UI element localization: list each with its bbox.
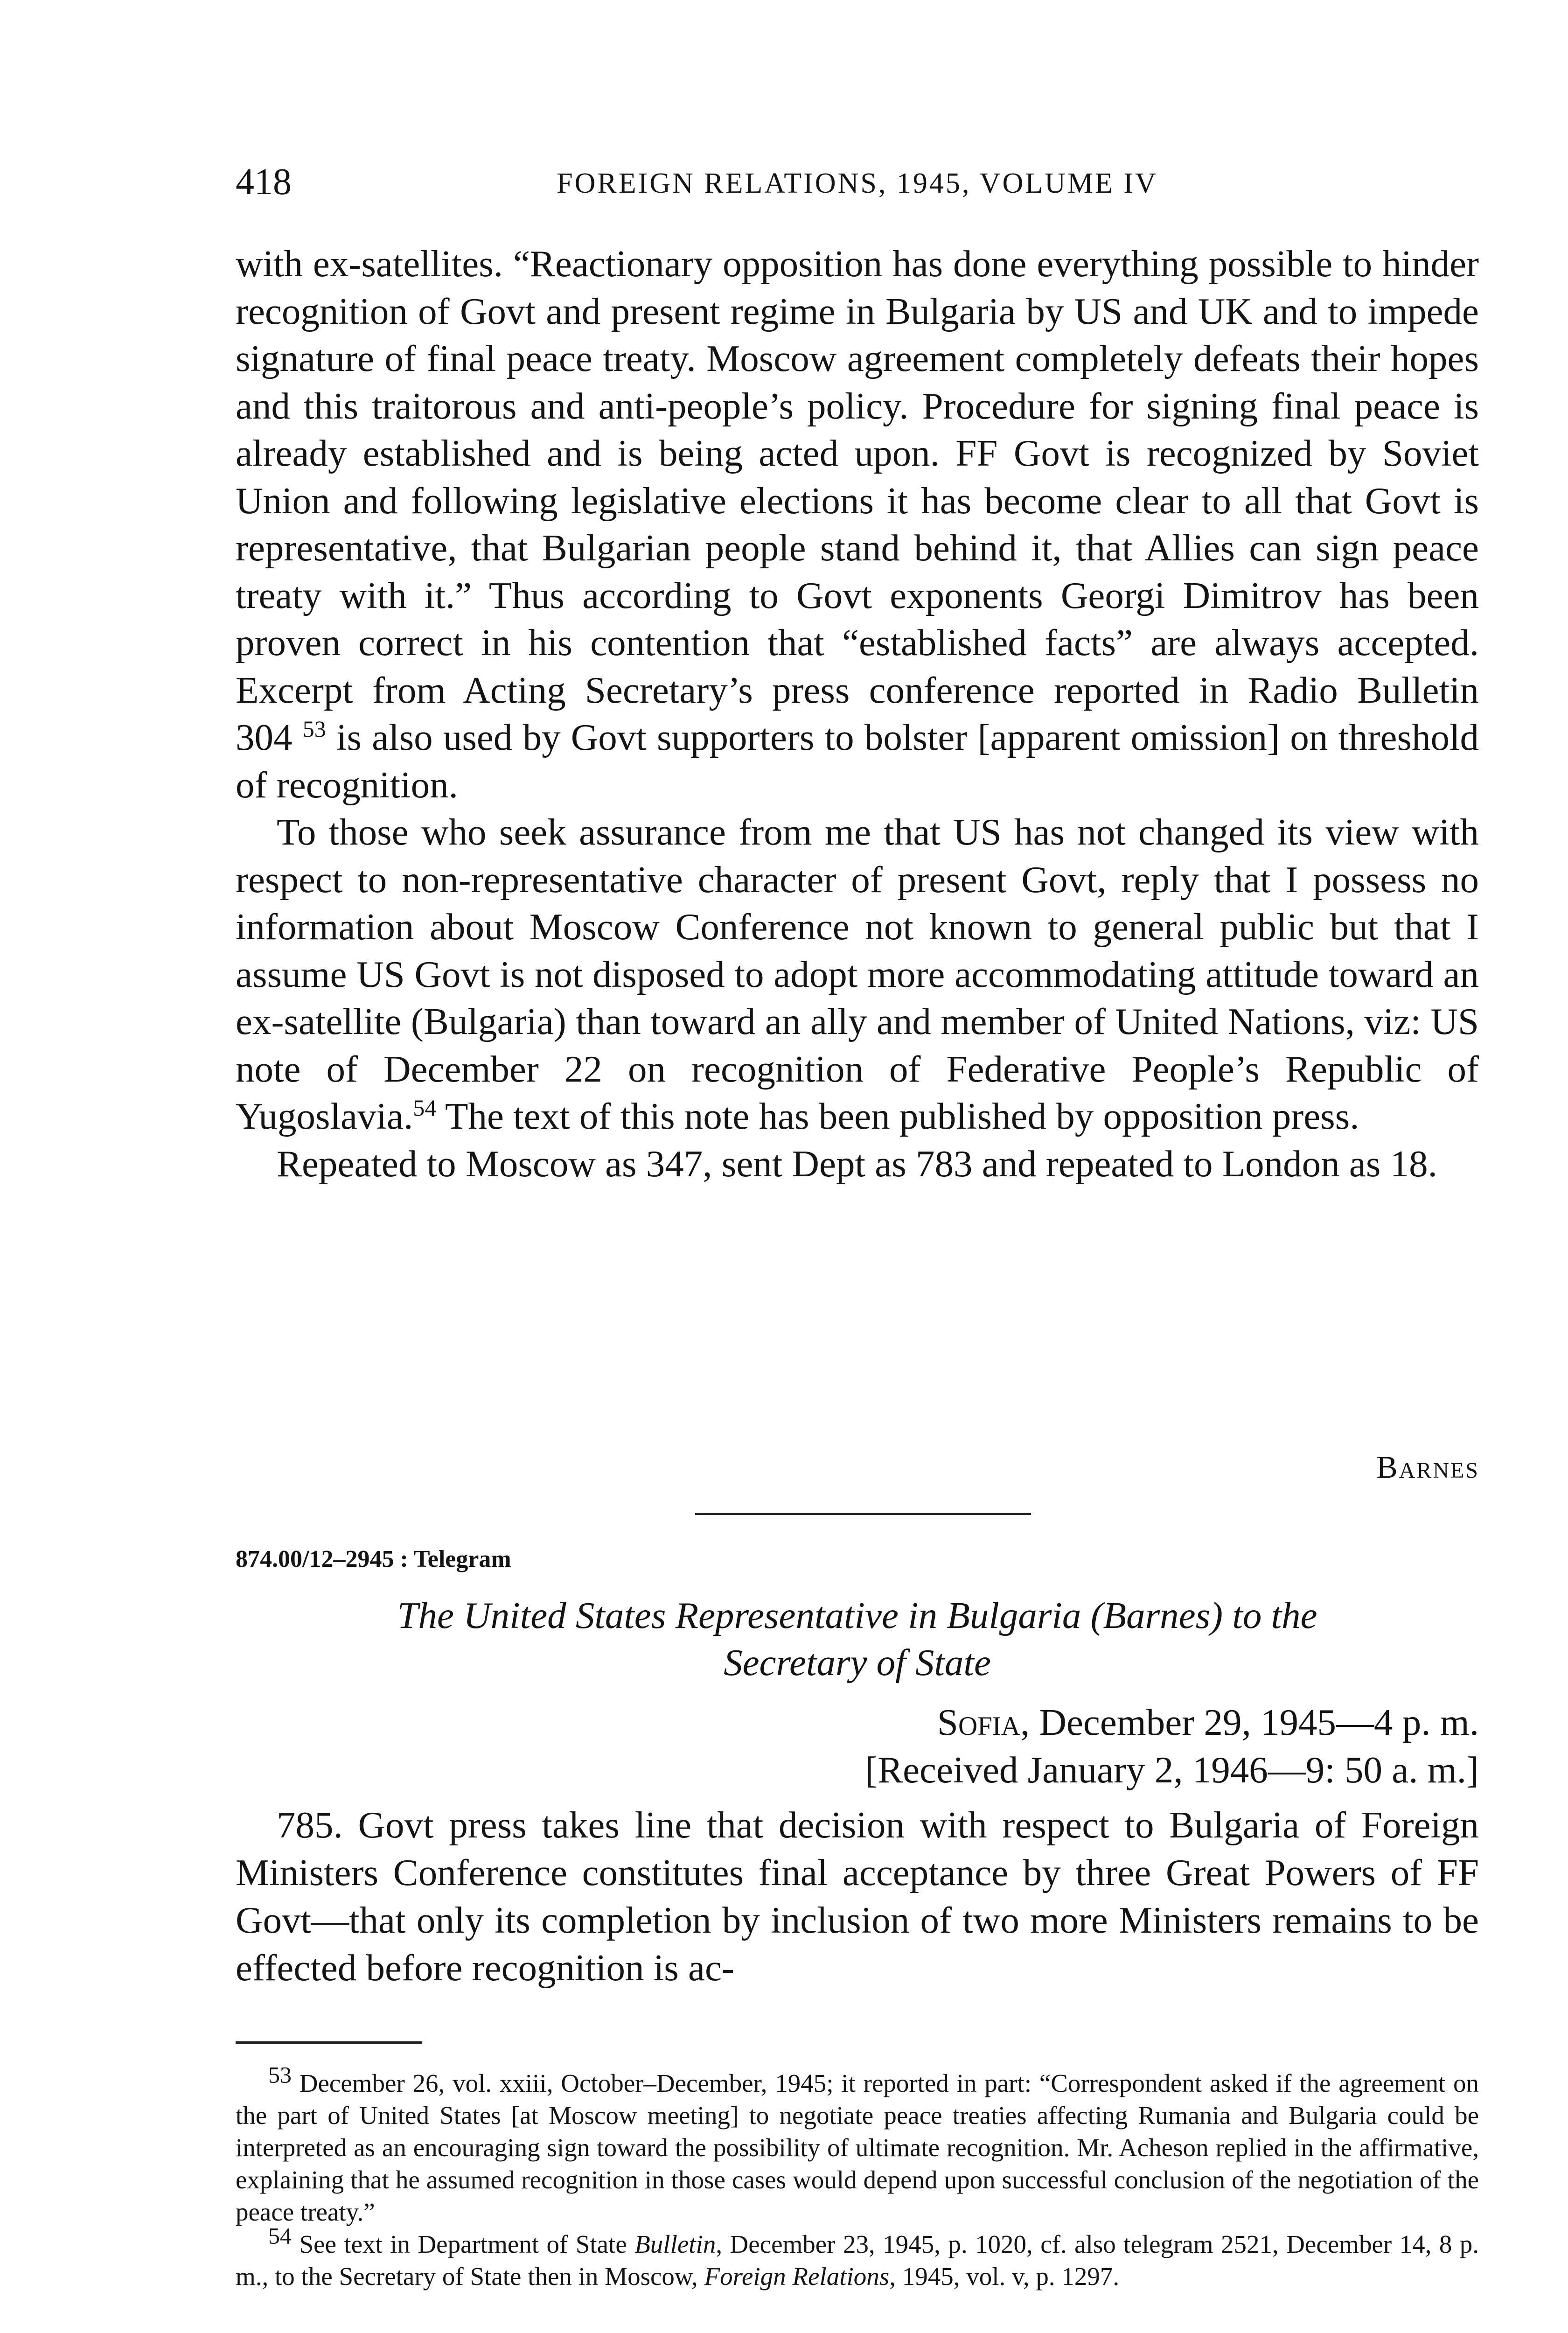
footnote-text: See text in Department of State [299, 2230, 627, 2258]
paragraph: Repeated to Moscow as 347, sent Dept as 783 and repeated to London as 18. [277, 1142, 1437, 1185]
page-header [236, 161, 1479, 203]
continued-telegram-text [236, 240, 1479, 1187]
date-sent [865, 1698, 1479, 1746]
publication-title: Foreign Relations [704, 2262, 890, 2291]
section-divider [695, 1513, 1031, 1515]
paragraph [236, 240, 1479, 809]
footnote-ref-54: 54 [413, 1095, 437, 1121]
date-received: [Received January 2, 1946—9: 50 a. m.] [865, 1749, 1479, 1791]
telegram-body: 785. Govt press takes line that decision with respect to Bulgaria of Foreign Ministers Conference constitutes final acceptance by three Great Powers of FF Govt—that only its completion by inclusion of two more Ministers remains to be effected before recognition is ac- [236, 1804, 1479, 1989]
footnote-mark: 53 [268, 2061, 292, 2088]
paragraph-text: To those who seek assurance from me that US has not changed its view with respect to non-representative character of present Govt, reply that I possess no information about Moscow Conference not known to general public but that I assume US Govt is not disposed to adopt more accommodating attitude toward an ex-satellite (Bulgaria) than toward an ally and member of United Nations, viz: US note of December 22 on recognition of Federative People’s Republic of Yugoslavia. [236, 811, 1479, 1137]
signature: Barnes [1376, 1449, 1479, 1485]
footnote-ref-53: 53 [302, 716, 326, 742]
footnote-text: , 1945, vol. v, p. 1297. [889, 2262, 1120, 2291]
date: December 29, 1945—4 p. m. [1039, 1701, 1479, 1743]
file-reference: 874.00/12–2945 : Telegram [236, 1546, 511, 1572]
footnote-text: , December 23, 1945, p. 1020, cf. also telegram 2521, December 14, 8 p. m., to the Secretary of State then in Moscow, [236, 2230, 1479, 2291]
place: Sofia, [937, 1701, 1030, 1743]
footnote-53 [236, 2061, 1479, 2228]
title-line: The United States Representative in Bulgaria (Barnes) to the [397, 1594, 1317, 1636]
running-head: FOREIGN RELATIONS, 1945, VOLUME IV [557, 168, 1158, 199]
dateline [865, 1698, 1479, 1794]
footnote-mark: 54 [268, 2222, 292, 2249]
title-line: Secretary of State [724, 1641, 991, 1683]
paragraph [236, 809, 1479, 1140]
footnotes [236, 2061, 1479, 2292]
paragraph-text: with ex-satellites. “Reactionary opposition has done everything possible to hinder recognition of Govt and present regime in Bulgaria by US and UK and to impede signature of final peace treaty. Moscow agreement completely defeats their hopes and this traitorous and anti-people’s policy. Procedure for signing final peace is already established and is being acted upon. FF Govt is recognized by Soviet Union and following legislative elections it has become clear to all that Govt is representative, that Bulgarian people stand behind it, that Allies can sign peace treaty with it.” Thus according to Govt exponents Georgi Dimitrov has been proven correct in his contention that “established facts” are always accepted. Excerpt from Acting Secretary’s press conference reported in Radio Bulletin 304 [236, 243, 1479, 758]
publication-title: Bulletin [634, 2230, 716, 2258]
footnote-divider [236, 2041, 422, 2044]
footnote-54 [236, 2222, 1479, 2292]
paragraph-text: is also used by Govt supporters to bolster [apparent omission] on threshold of recognition. [236, 716, 1479, 806]
paragraph-text: The text of this note has been published by opposition press. [445, 1095, 1359, 1137]
footnote-text: December 26, vol. xxiii, October–December, 1945; it reported in part: “Correspondent asked if the agreement on the part of United States [at Moscow meeting] to negotiate peace treaties affecting Rumania and Bulgaria could be interpreted as an encouraging sign toward the possibility of ultimate recognition. Mr. Acheson replied in the affirmative, explaining that he assumed recognition in those cases would depend upon successful conclusion of the negotiation of the peace treaty.” [236, 2069, 1479, 2226]
document-title [236, 1592, 1479, 1686]
page-number: 418 [236, 161, 292, 203]
